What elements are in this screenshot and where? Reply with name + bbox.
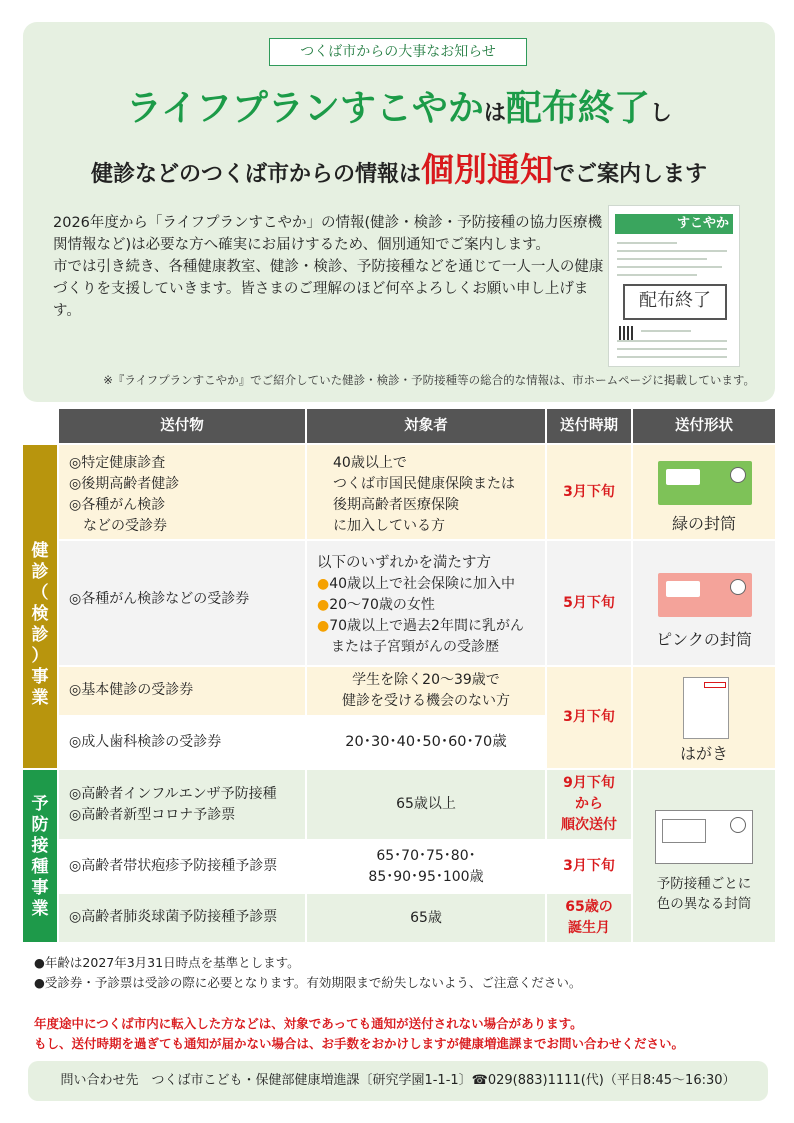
note-item: ●受診券・予診票は受診の際に必要となります。有効期限まで紛失しないよう、ご注意ください。 — [34, 975, 582, 990]
row5-item: ◎高齢者インフルエンザ予防接種 ◎高齢者新型コロナ予診票 — [59, 770, 305, 839]
headline — [23, 80, 775, 131]
intro-text — [53, 212, 613, 322]
row5-target: 65歳以上 — [307, 770, 545, 839]
headline-part-a: ライフプランすこやか — [126, 88, 484, 129]
row3-item: ◎基本健診の受診券 — [59, 667, 305, 715]
contact-info: 問い合わせ先 つくば市こども・保健部健康増進課〔研究学園1-1-1〕☎029(883)1111(代)（平日8:45～16:30） — [28, 1061, 768, 1101]
side-label-yobo — [23, 770, 57, 942]
row567-shape — [633, 770, 775, 942]
row6-timing: 3月下旬 — [547, 841, 631, 892]
booklet-line — [617, 242, 677, 244]
warning-item: 年度途中につくば市内に転入した方などは、対象であっても通知が送付されない場合があります。 — [34, 1016, 583, 1031]
booklet-line — [641, 330, 691, 332]
booklet-stamp: 配布終了 — [623, 284, 727, 320]
warnings — [34, 1014, 684, 1054]
row1-item: ◎特定健康診査 ◎後期高齢者健診 ◎各種がん検診 などの受診券 — [59, 445, 305, 539]
pink-envelope-icon — [658, 573, 752, 617]
row2-shape-label: ピンクの封筒 — [656, 630, 752, 649]
row34-shape — [633, 667, 775, 768]
row5-timing: 9月下旬 から 順次送付 — [547, 770, 631, 839]
row2-timing: 5月下旬 — [547, 541, 631, 665]
row2-item: ◎各種がん検診などの受診券 — [59, 541, 305, 665]
headline-part-d: し — [649, 101, 672, 126]
row7-item: ◎高齢者肺炎球菌予防接種予診票 — [59, 894, 305, 942]
green-envelope-icon — [658, 461, 752, 505]
subheadline-part-b: 個別通知 — [421, 150, 553, 189]
row34-timing: 3月下旬 — [547, 667, 631, 768]
bullet-icon: ● — [317, 618, 330, 634]
row2-shape — [633, 541, 775, 665]
header-target: 対象者 — [307, 409, 545, 443]
row7-target: 65歳 — [307, 894, 545, 942]
booklet-thumbnail — [608, 205, 740, 367]
footnote: ※『ライフプランすこやか』でご紹介していた健診・検診・予防接種等の総合的な情報は、市ホームページに掲載しています。 — [103, 373, 755, 387]
intro-paragraph-2: 市では引き続き、各種健康教室、健診・検診、予防接種などを通じて一人一人の健康づくりを支援していきます。皆さまのご理解のほど何卒よろしくお願い申し上げます。 — [53, 259, 604, 319]
row4-target: 20･30･40･50･60･70歳 — [307, 717, 545, 768]
warning-item: もし、送付時期を過ぎても通知が届かない場合は、お手数をおかけしますが健康増進課までお問い合わせください。 — [34, 1036, 685, 1051]
notice-label: つくば市からの大事なお知らせ — [269, 38, 527, 66]
booklet-line — [617, 340, 727, 342]
envelope-icon — [655, 810, 753, 864]
bullet-icon: ● — [317, 597, 330, 613]
note-item: ●年齢は2027年3月31日時点を基準とします。 — [34, 955, 300, 970]
row6-target: 65･70･75･80･ 85･90･95･100歳 — [307, 841, 545, 892]
header-item: 送付物 — [59, 409, 305, 443]
row7-timing: 65歳の 誕生月 — [547, 894, 631, 942]
subheadline-part-c: でご案内します — [553, 162, 708, 187]
announcement-panel — [23, 22, 775, 402]
booklet-title: すこやか — [615, 214, 733, 234]
row4-item: ◎成人歯科検診の受診券 — [59, 717, 305, 768]
row3-target: 学生を除く20～39歳で 健診を受ける機会のない方 — [307, 667, 545, 715]
booklet-line — [617, 356, 727, 358]
row2-target: 以下のいずれかを満たす方 ●40歳以上で社会保険に加入中 ●20～70歳の女性 ●70歳以上で過去2年間に乳がん または子宮頸がんの受診歴 — [307, 541, 545, 665]
headline-part-b: は — [483, 101, 506, 126]
subheadline — [23, 144, 775, 191]
side-label-text: 健 診 （ 検 診 ） 事 業 — [31, 541, 49, 708]
header-timing: 送付時期 — [547, 409, 631, 443]
booklet-line — [617, 258, 707, 260]
row1-shape-label: 緑の封筒 — [671, 514, 736, 533]
row1-timing: 3月下旬 — [547, 445, 631, 539]
row1-target: 40歳以上で つくば市国民健康保険または 後期高齢者医療保険 に加入している方 — [307, 445, 545, 539]
booklet-line — [617, 250, 727, 252]
postcard-icon — [683, 677, 729, 739]
row1-shape — [633, 445, 775, 539]
header-shape: 送付形状 — [633, 409, 775, 443]
row567-shape-label: 予防接種ごとに 色の異なる封筒 — [656, 876, 752, 912]
subheadline-part-a: 健診などのつくば市からの情報は — [90, 162, 421, 187]
side-label-kenshin — [23, 445, 57, 768]
side-label-text: 予 防 接 種 事 業 — [31, 794, 49, 919]
booklet-line — [617, 266, 722, 268]
headline-part-c: 配布終了 — [505, 88, 650, 129]
bullet-icon: ● — [317, 576, 330, 592]
row34-shape-label: はがき — [679, 744, 728, 763]
row6-item: ◎高齢者帯状疱疹予防接種予診票 — [59, 841, 305, 892]
booklet-line — [617, 274, 697, 276]
intro-paragraph-1: 2026年度から「ライフプランすこやか」の情報(健診・検診・予防接種の協力医療機関情報など)は必要な方へ確実にお届けするため、個別通知でご案内します。 — [53, 215, 603, 253]
notes — [34, 953, 581, 993]
booklet-line — [617, 348, 727, 350]
